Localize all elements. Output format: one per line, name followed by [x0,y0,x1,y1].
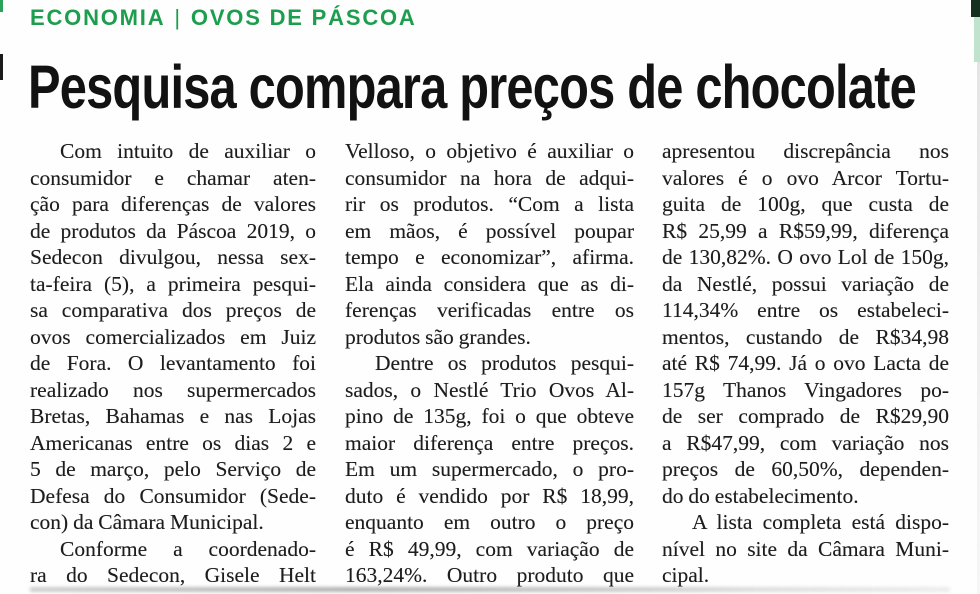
text-line: ta-feira (5), a primeira pesqui- [30,271,316,296]
text-line: em mãos, é possível poupar [345,218,634,243]
text-line: 157g Thanos Vingadores po- [662,377,949,402]
text-line: de Fora. O levantamento foi [30,351,316,375]
text-line: 163,24%. Outro produto que [345,563,634,587]
headline: Pesquisa compara preços de chocolate [28,53,916,121]
text-line: sa comparativa dos preços de [30,298,316,322]
text-line: do do estabelecimento. [662,483,859,508]
text-line: R$ 25,99 a R$59,99, diferença [662,218,949,243]
text-line: é R$ 49,99, com variação de [345,536,634,561]
text-line: guita de 100g, que custa de [662,192,949,216]
text-line: A lista completa está dispo- [692,510,949,534]
text-line: Com intuito de auxiliar o [60,139,316,163]
text-line: ra do Sedecon, Gisele Helt [30,563,316,587]
text-line: até R$ 74,99. Já o ovo Lacta de [662,351,949,375]
text-line: Bretas, Bahamas e nas Lojas [30,404,316,428]
article-column-3 [662,138,949,589]
text-line: Ela ainda considera que as di- [345,271,634,296]
text-line: Conforme a coordenado- [60,536,316,561]
kicker-section-label: ECONOMIA [30,5,166,30]
text-line: 114,34% entre os estabeleci- [662,298,949,322]
scan-artifact-right-corner [971,0,980,17]
text-line: rir os produtos. “Com a lista [345,192,634,216]
text-line: produtos são grandes. [345,324,531,349]
text-line: de 130,82%. O ovo Lol de 150g, [662,245,949,269]
scan-artifact-left-top [0,0,3,12]
text-line: cipal. [662,563,710,587]
text-line: de produtos da Páscoa 2019, o [30,218,316,243]
text-line: apresentou discrepância nos [662,139,949,163]
text-line: Em um supermercado, o pro- [345,457,634,481]
text-line: nível no site da Câmara Muni- [662,536,949,561]
text-line: ção para diferenças de valores [30,192,316,216]
text-line: de ser comprado de R$29,90 [662,404,949,428]
kicker-separator: | [174,5,182,30]
text-line: a R$47,99, com variação nos [662,430,949,455]
text-line: mentos, custando de R$34,98 [662,324,949,349]
text-line: Velloso, o objetivo é auxiliar o [345,139,634,163]
article-column-2 [345,138,634,589]
kicker-topic-label: OVOS DE PÁSCOA [190,5,417,30]
text-line: maior diferença entre preços. [345,430,634,455]
text-line: enquanto em outro o preço [345,510,634,534]
text-line: preços de 60,50%, dependen- [662,457,949,481]
text-line: tempo e economizar”, afirma. [345,245,634,269]
text-line: consumidor na hora de adqui- [345,165,634,190]
text-line: realizado nos supermercados [30,377,316,402]
text-line: valores é o ovo Arcor Tortu- [662,165,949,190]
text-line: 5 de março, pelo Serviço de [30,457,316,481]
text-line: ferenças verificadas entre os [345,298,634,322]
text-line: con) da Câmara Municipal. [30,510,264,534]
text-line: consumidor e chamar aten- [30,165,316,190]
scan-artifact-left-mid [0,54,3,80]
text-line: ovos comercializados em Juiz [30,324,316,349]
text-line: sados, o Nestlé Trio Ovos Al- [345,377,634,402]
text-line: Dentre os produtos pesqui- [375,351,634,375]
text-line: da Nestlé, possui variação de [662,271,949,296]
text-line: Defesa do Consumidor (Sede- [30,483,316,508]
scan-artifact-right-green [974,17,980,62]
text-line: duto é vendido por R$ 18,99, [345,483,634,508]
text-line: pino de 135g, foi o que obteve [345,404,634,428]
section-kicker [30,5,417,31]
text-line: Sedecon divulgou, nessa sex- [30,245,316,269]
article-column-1 [30,138,316,589]
text-line: Americanas entre os dias 2 e [30,430,316,455]
